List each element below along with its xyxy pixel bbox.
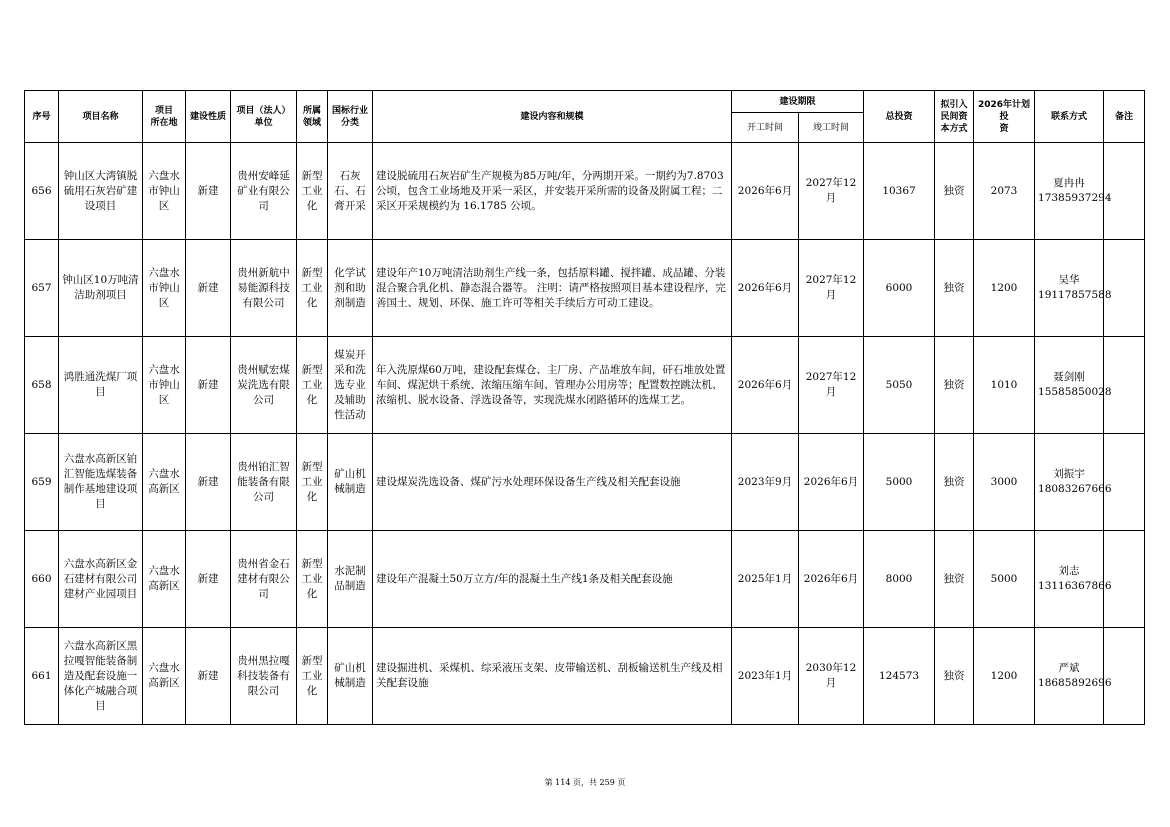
header-location: 项目 所在地 (143, 91, 186, 143)
cell-start: 2026年6月 (732, 337, 799, 434)
cell-note (1104, 240, 1145, 337)
cell-contact: 聂剑刚 15585850028 (1035, 337, 1104, 434)
header-private: 拟引入 民间资 本方式 (935, 91, 974, 143)
cell-contact: 刘志 13116367866 (1035, 531, 1104, 628)
cell-invest: 6000 (864, 240, 935, 337)
header-start: 开工时间 (732, 113, 799, 143)
cell-note (1104, 337, 1145, 434)
cell-unit: 贵州赋宏煤炭洗选有限公司 (231, 337, 297, 434)
cell-name: 六盘水高新区金石建材有限公司建材产业园项目 (59, 531, 143, 628)
cell-content: 建设脱硫用石灰岩矿生产规模为85万吨/年，分两期开采。一期约为7.8703公顷，包含工业场地及开采一采区，并安装开采所需的设备及附属工程；二采区开采规模约为 16.1785 公顷。 (373, 143, 732, 240)
cell-plan: 1200 (974, 240, 1035, 337)
table-row (25, 337, 1145, 434)
cell-industry: 石灰石、石膏开采 (328, 143, 373, 240)
header-end: 竣工时间 (799, 113, 864, 143)
cell-plan: 1010 (974, 337, 1035, 434)
cell-nature: 新建 (186, 434, 231, 531)
header-content: 建设内容和规模 (373, 91, 732, 143)
cell-plan: 2073 (974, 143, 1035, 240)
cell-unit: 贵州黑拉嘎科技装备有限公司 (231, 628, 297, 725)
cell-seq: 659 (25, 434, 59, 531)
header-industry: 国标行业 分类 (328, 91, 373, 143)
cell-content: 建设煤炭洗选设备、煤矿污水处理环保设备生产线及相关配套设施 (373, 434, 732, 531)
cell-end: 2027年12月 (799, 240, 864, 337)
cell-end: 2030年12月 (799, 628, 864, 725)
cell-seq: 658 (25, 337, 59, 434)
cell-end: 2026年6月 (799, 531, 864, 628)
cell-field: 新型工业化 (297, 337, 328, 434)
table-row (25, 434, 1145, 531)
cell-invest: 8000 (864, 531, 935, 628)
header-field: 所属 领域 (297, 91, 328, 143)
cell-location: 六盘水高新区 (143, 628, 186, 725)
cell-content: 建设年产混凝土50万立方/年的混凝土生产线1条及相关配套设施 (373, 531, 732, 628)
cell-invest: 5000 (864, 434, 935, 531)
header-period: 建设期限 (732, 91, 864, 113)
cell-name: 六盘水高新区黑拉嘎智能装备制造及配套设施一体化产城融合项目 (59, 628, 143, 725)
cell-location: 六盘水高新区 (143, 531, 186, 628)
cell-note (1104, 628, 1145, 725)
cell-nature: 新建 (186, 337, 231, 434)
cell-industry: 矿山机械制造 (328, 434, 373, 531)
page-footer: 第 114 页，共 259 页 (544, 778, 626, 787)
cell-field: 新型工业化 (297, 143, 328, 240)
cell-start: 2023年1月 (732, 628, 799, 725)
cell-field: 新型工业化 (297, 531, 328, 628)
cell-start: 2025年1月 (732, 531, 799, 628)
cell-plan: 5000 (974, 531, 1035, 628)
table-row (25, 240, 1145, 337)
cell-start: 2026年6月 (732, 143, 799, 240)
header-name: 项目名称 (59, 91, 143, 143)
cell-location: 六盘水市钟山区 (143, 240, 186, 337)
header-nature: 建设性质 (186, 91, 231, 143)
cell-contact: 严斌 18685892696 (1035, 628, 1104, 725)
cell-plan: 3000 (974, 434, 1035, 531)
cell-note (1104, 143, 1145, 240)
cell-invest: 124573 (864, 628, 935, 725)
cell-seq: 660 (25, 531, 59, 628)
cell-private: 独资 (935, 337, 974, 434)
cell-field: 新型工业化 (297, 240, 328, 337)
cell-plan: 1200 (974, 628, 1035, 725)
cell-seq: 656 (25, 143, 59, 240)
table-row (25, 628, 1145, 725)
cell-private: 独资 (935, 143, 974, 240)
cell-seq: 661 (25, 628, 59, 725)
cell-note (1104, 531, 1145, 628)
cell-name: 钟山区10万吨清洁助剂项目 (59, 240, 143, 337)
cell-start: 2026年6月 (732, 240, 799, 337)
header-note: 备注 (1104, 91, 1145, 143)
cell-end: 2026年6月 (799, 434, 864, 531)
cell-location: 六盘水市钟山区 (143, 337, 186, 434)
cell-content: 年入洗原煤60万吨，建设配套煤仓、主厂房、产品堆放车间，矸石堆放处置车间、煤泥烘干系统、浓缩压缩车间、管理办公用房等；配置数控跳汰机、浓缩机、脱水设备、浮选设备等，实现洗煤水闭路循环的选煤工艺。 (373, 337, 732, 434)
cell-content: 建设年产10万吨清洁助剂生产线一条，包括原料罐、搅拌罐、成品罐、分装混合聚合乳化机、静态混合器等。 注明：请严格按照项目基本建设程序，完善国土、规划、环保、施工许可等相关手续后方可动工建设。 (373, 240, 732, 337)
cell-unit: 贵州安峰延矿业有限公司 (231, 143, 297, 240)
cell-private: 独资 (935, 240, 974, 337)
cell-end: 2027年12月 (799, 337, 864, 434)
cell-nature: 新建 (186, 628, 231, 725)
header-contact: 联系方式 (1035, 91, 1104, 143)
cell-industry: 矿山机械制造 (328, 628, 373, 725)
cell-industry: 水泥制品制造 (328, 531, 373, 628)
cell-industry: 化学试剂和助剂制造 (328, 240, 373, 337)
cell-industry: 煤炭开采和洗选专业及辅助性活动 (328, 337, 373, 434)
cell-start: 2023年9月 (732, 434, 799, 531)
cell-field: 新型工业化 (297, 628, 328, 725)
cell-unit: 贵州新航中易能源科技有限公司 (231, 240, 297, 337)
cell-note (1104, 434, 1145, 531)
cell-name: 六盘水高新区铂汇智能选煤装备制作基地建设项目 (59, 434, 143, 531)
header-seq: 序号 (25, 91, 59, 143)
cell-name: 鸿胜通洗煤厂项目 (59, 337, 143, 434)
cell-nature: 新建 (186, 240, 231, 337)
cell-contact: 吴华 19117857588 (1035, 240, 1104, 337)
cell-seq: 657 (25, 240, 59, 337)
cell-location: 六盘水高新区 (143, 434, 186, 531)
cell-private: 独资 (935, 434, 974, 531)
cell-field: 新型工业化 (297, 434, 328, 531)
cell-nature: 新建 (186, 143, 231, 240)
cell-unit: 贵州铂汇智能装备有限公司 (231, 434, 297, 531)
cell-unit: 贵州省金石建材有限公司 (231, 531, 297, 628)
cell-name: 钟山区大湾镇脱硫用石灰岩矿建设项目 (59, 143, 143, 240)
header-unit: 项目（法人） 单位 (231, 91, 297, 143)
table-row (25, 531, 1145, 628)
header-plan: 2026年计划投 资 (974, 91, 1035, 143)
header-invest: 总投资 (864, 91, 935, 143)
cell-contact: 刘振宇 18083267666 (1035, 434, 1104, 531)
cell-invest: 10367 (864, 143, 935, 240)
project-table (24, 90, 1145, 725)
cell-nature: 新建 (186, 531, 231, 628)
cell-contact: 夏冉冉 17385937294 (1035, 143, 1104, 240)
table-row (25, 143, 1145, 240)
cell-content: 建设掘进机、采煤机、综采液压支架、皮带输送机、刮板输送机生产线及相关配套设施 (373, 628, 732, 725)
cell-private: 独资 (935, 531, 974, 628)
cell-end: 2027年12月 (799, 143, 864, 240)
table-body (25, 143, 1145, 725)
cell-invest: 5050 (864, 337, 935, 434)
cell-private: 独资 (935, 628, 974, 725)
cell-location: 六盘水市钟山区 (143, 143, 186, 240)
